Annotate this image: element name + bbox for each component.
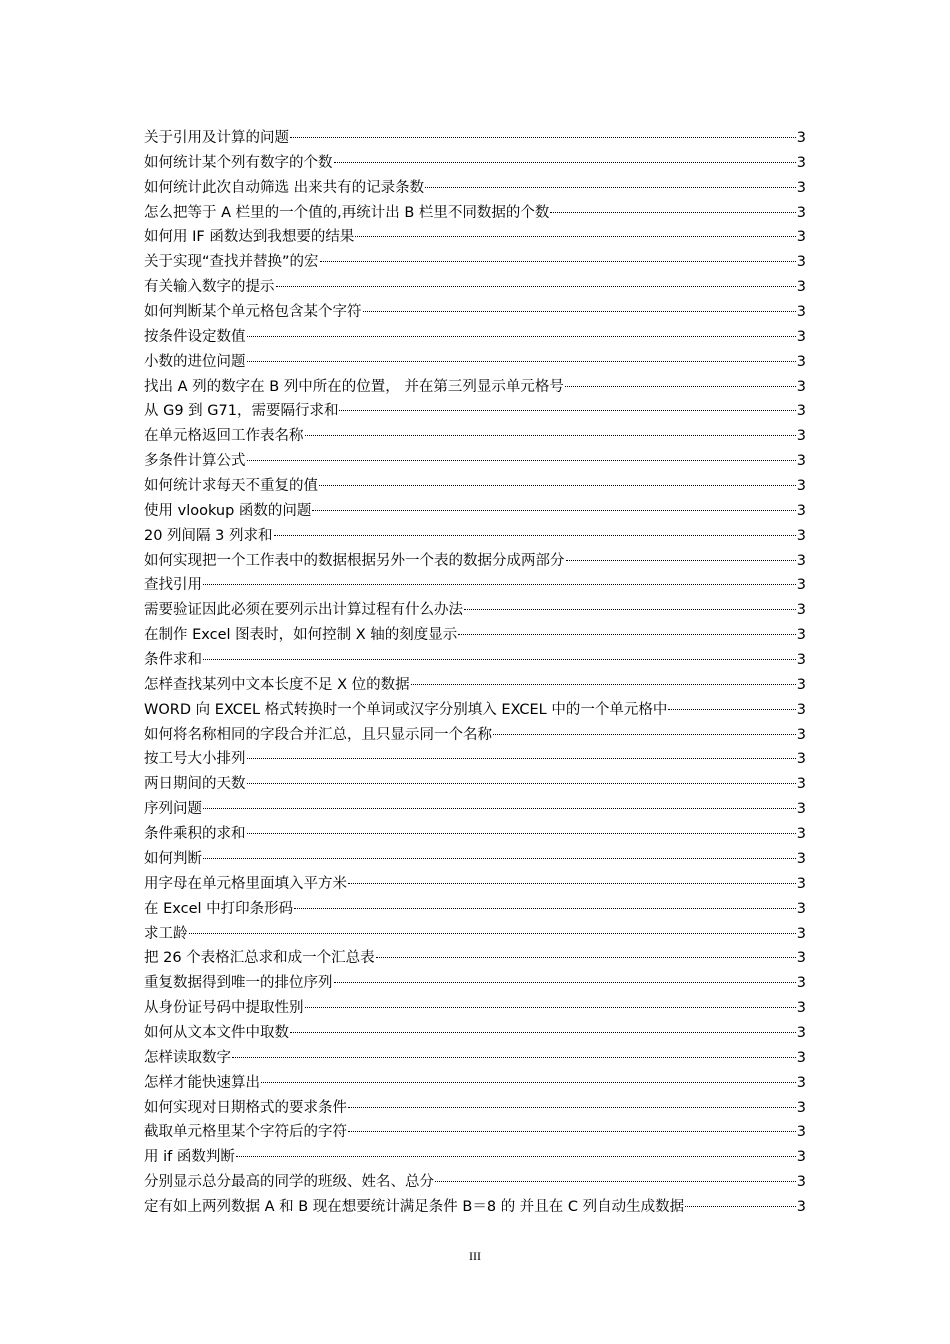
toc-entry[interactable]: [144, 623, 806, 648]
toc-entry-title: 如何实现对日期格式的要求条件: [144, 1099, 347, 1116]
dot-leader: [320, 261, 796, 262]
dot-leader: [203, 858, 796, 859]
toc-entry[interactable]: [144, 350, 806, 375]
toc-entry-page-number: 3: [796, 801, 806, 818]
toc-entry-page-number: 3: [796, 204, 806, 221]
dot-leader: [236, 1156, 796, 1157]
dot-leader: [668, 709, 795, 710]
dot-leader: [247, 361, 796, 362]
toc-entry-title: 关于实现“查找并替换”的宏: [144, 254, 319, 271]
toc-entry-page-number: 3: [796, 527, 806, 544]
toc-entry-page-number: 3: [796, 875, 806, 892]
toc-entry-title: 条件乘积的求和: [144, 826, 246, 843]
toc-entry[interactable]: [144, 847, 806, 872]
toc-entry-title: 从 G9 到 G71，需要隔行求和: [144, 403, 339, 420]
toc-entry[interactable]: [144, 424, 806, 449]
toc-entry-title: 用字母在单元格里面填入平方米: [144, 875, 347, 892]
toc-entry[interactable]: [144, 1071, 806, 1096]
toc-entry-title: 截取单元格里某个字符后的字符: [144, 1124, 347, 1141]
toc-entry-page-number: 3: [796, 1024, 806, 1041]
toc-entry-title: 怎样才能快速算出: [144, 1074, 260, 1091]
toc-entry[interactable]: [144, 375, 806, 400]
dot-leader: [247, 460, 796, 461]
toc-entry-title: 20 列间隔 3 列求和: [144, 527, 273, 544]
toc-entry[interactable]: [144, 897, 806, 922]
toc-entry-page-number: 3: [796, 776, 806, 793]
dot-leader: [189, 933, 796, 934]
toc-entry-page-number: 3: [796, 378, 806, 395]
toc-entry-title: 用 if 函数判断: [144, 1149, 235, 1166]
toc-entry-title: 按工号大小排列: [144, 751, 246, 768]
toc-entry-title: 怎么把等于 A 栏里的一个值的,再统计出 B 栏里不同数据的个数: [144, 204, 550, 221]
toc-entry-title: 在单元格返回工作表名称: [144, 428, 304, 445]
toc-entry-page-number: 3: [796, 1124, 806, 1141]
toc-entry[interactable]: [144, 300, 806, 325]
toc-entry-title: 求工龄: [144, 925, 188, 942]
dot-leader: [334, 162, 796, 163]
toc-entry-page-number: 3: [796, 1198, 806, 1215]
toc-entry[interactable]: [144, 275, 806, 300]
toc-entry-page-number: 3: [796, 925, 806, 942]
toc-entry-title: 找出 A 列的数字在 B 列中所在的位置， 并在第三列显示单元格号: [144, 378, 564, 395]
toc-entry-page-number: 3: [796, 428, 806, 445]
toc-entry-title: 条件求和: [144, 652, 202, 669]
toc-entry-title: 如何判断: [144, 850, 202, 867]
toc-entry[interactable]: [144, 499, 806, 524]
toc-entry[interactable]: [144, 1096, 806, 1121]
toc-entry-page-number: 3: [796, 154, 806, 171]
dot-leader: [376, 957, 796, 958]
toc-entry-title: 使用 vlookup 函数的问题: [144, 502, 312, 519]
toc-entry[interactable]: [144, 524, 806, 549]
toc-entry-page-number: 3: [796, 552, 806, 569]
toc-entry[interactable]: [144, 474, 806, 499]
toc-entry-page-number: 3: [796, 1099, 806, 1116]
toc-entry-title: WORD 向 EXCEL 格式转换时一个单词或汉字分别填入 EXCEL 中的一个单元格中: [144, 701, 668, 718]
toc-entry-page-number: 3: [796, 254, 806, 271]
toc-entry-title: 小数的进位问题: [144, 353, 246, 370]
toc-entry[interactable]: [144, 996, 806, 1021]
toc-entry-page-number: 3: [796, 975, 806, 992]
toc-entry[interactable]: [144, 1021, 806, 1046]
dot-leader: [294, 908, 796, 909]
dot-leader: [348, 1107, 796, 1108]
toc-entry[interactable]: [144, 549, 806, 574]
toc-entry-title: 序列问题: [144, 801, 202, 818]
toc-entry-page-number: 3: [796, 304, 806, 321]
dot-leader: [334, 982, 796, 983]
toc-entry-title: 按条件设定数值: [144, 328, 246, 345]
toc-entry-page-number: 3: [796, 726, 806, 743]
toc-entry-title: 怎样读取数字: [144, 1049, 231, 1066]
dot-leader: [348, 1131, 796, 1132]
toc-entry[interactable]: [144, 573, 806, 598]
dot-leader: [203, 808, 796, 809]
toc-entry-title: 如何统计求每天不重复的值: [144, 478, 318, 495]
toc-entry-page-number: 3: [796, 1149, 806, 1166]
toc-entry-page-number: 3: [796, 850, 806, 867]
toc-entry[interactable]: [144, 1120, 806, 1145]
table-of-contents: [144, 126, 806, 1220]
toc-entry-page-number: 3: [796, 328, 806, 345]
toc-entry[interactable]: [144, 822, 806, 847]
dot-leader: [305, 435, 796, 436]
toc-entry-page-number: 3: [796, 751, 806, 768]
toc-entry-page-number: 3: [796, 826, 806, 843]
toc-entry[interactable]: [144, 176, 806, 201]
toc-entry-page-number: 3: [796, 1074, 806, 1091]
dot-leader: [339, 410, 795, 411]
toc-entry[interactable]: [144, 449, 806, 474]
dot-leader: [232, 1057, 796, 1058]
dot-leader: [348, 883, 796, 884]
dot-leader: [411, 684, 796, 685]
toc-entry-page-number: 3: [796, 478, 806, 495]
toc-entry-title: 定有如上两列数据 A 和 B 现在想要统计满足条件 B＝8 的 并且在 C 列自动生成数据: [144, 1198, 685, 1215]
toc-entry-title: 两日期间的天数: [144, 776, 246, 793]
toc-entry[interactable]: [144, 747, 806, 772]
toc-entry-title: 关于引用及计算的问题: [144, 130, 289, 146]
toc-entry[interactable]: [144, 225, 806, 250]
toc-entry[interactable]: [144, 1170, 806, 1195]
dot-leader: [425, 187, 796, 188]
dot-leader: [247, 783, 796, 784]
dot-leader: [247, 758, 796, 759]
dot-leader: [464, 609, 796, 610]
toc-entry-page-number: 3: [796, 1000, 806, 1017]
toc-entry-title: 如何实现把一个工作表中的数据根据另外一个表的数据分成两部分: [144, 552, 565, 569]
toc-entry-page-number: 3: [796, 1049, 806, 1066]
toc-entry-title: 重复数据得到唯一的排位序列: [144, 975, 333, 992]
toc-entry-page-number: 3: [796, 403, 806, 420]
dot-leader: [319, 485, 796, 486]
toc-entry-page-number: 3: [796, 229, 806, 246]
dot-leader: [203, 584, 796, 585]
toc-entry-title: 如何统计此次自动筛选 出来共有的记录条数: [144, 179, 425, 196]
toc-entry[interactable]: [144, 698, 806, 723]
toc-entry[interactable]: [144, 922, 806, 947]
toc-entry-page-number: 3: [796, 701, 806, 718]
dot-leader: [247, 833, 796, 834]
dot-leader: [458, 634, 795, 635]
toc-entry-page-number: 3: [796, 279, 806, 296]
toc-entry[interactable]: [144, 250, 806, 275]
toc-entry-title: 如何用 IF 函数达到我想要的结果: [144, 229, 355, 246]
page-number: III: [469, 1249, 481, 1263]
toc-entry-page-number: 3: [796, 602, 806, 619]
toc-entry-title: 在 Excel 中打印条形码: [144, 900, 294, 917]
toc-entry-title: 多条件计算公式: [144, 453, 246, 470]
toc-entry-page-number: 3: [796, 179, 806, 196]
toc-entry-title: 如何判断某个单元格包含某个字符: [144, 304, 362, 321]
toc-entry-title: 把 26 个表格汇总求和成一个汇总表: [144, 950, 375, 967]
toc-entry-page-number: 3: [796, 130, 806, 146]
dot-leader: [305, 1007, 796, 1008]
toc-entry-page-number: 3: [796, 900, 806, 917]
toc-entry[interactable]: [144, 971, 806, 996]
toc-entry[interactable]: [144, 1046, 806, 1071]
toc-entry-page-number: 3: [796, 950, 806, 967]
dot-leader: [550, 212, 795, 213]
toc-entry-page-number: 3: [796, 1174, 806, 1191]
dot-leader: [312, 510, 795, 511]
toc-entry-title: 有关输入数字的提示: [144, 279, 275, 296]
dot-leader: [355, 236, 795, 237]
toc-entry-title: 需要验证因此必须在要列示出计算过程有什么办法: [144, 602, 463, 619]
dot-leader: [274, 535, 796, 536]
dot-leader: [203, 659, 796, 660]
toc-entry-page-number: 3: [796, 676, 806, 693]
dot-leader: [363, 311, 796, 312]
dot-leader: [261, 1082, 796, 1083]
toc-entry[interactable]: [144, 1145, 806, 1170]
toc-entry[interactable]: [144, 201, 806, 226]
toc-entry-title: 在制作 Excel 图表时，如何控制 X 轴的刻度显示: [144, 627, 458, 644]
dot-leader: [276, 286, 796, 287]
dot-leader: [685, 1206, 796, 1207]
toc-entry[interactable]: [144, 797, 806, 822]
toc-entry-title: 从身份证号码中提取性别: [144, 1000, 304, 1017]
toc-entry[interactable]: [144, 648, 806, 673]
toc-entry-page-number: 3: [796, 577, 806, 594]
toc-entry-title: 分别显示总分最高的同学的班级、姓名、总分: [144, 1174, 434, 1191]
toc-entry[interactable]: [144, 126, 806, 151]
toc-entry[interactable]: [144, 872, 806, 897]
toc-entry[interactable]: [144, 946, 806, 971]
toc-entry[interactable]: [144, 598, 806, 623]
toc-entry[interactable]: [144, 325, 806, 350]
toc-entry-title: 如何从文本文件中取数: [144, 1024, 289, 1041]
toc-entry[interactable]: [144, 723, 806, 748]
toc-entry-page-number: 3: [796, 627, 806, 644]
toc-entry[interactable]: [144, 1195, 806, 1220]
toc-entry-title: 查找引用: [144, 577, 202, 594]
toc-entry[interactable]: [144, 151, 806, 176]
toc-entry-page-number: 3: [796, 353, 806, 370]
dot-leader: [565, 386, 796, 387]
dot-leader: [493, 734, 796, 735]
toc-entry-title: 如何将名称相同的字段合并汇总，且只显示同一个名称: [144, 726, 492, 743]
toc-entry[interactable]: [144, 399, 806, 424]
dot-leader: [566, 560, 796, 561]
toc-entry[interactable]: [144, 772, 806, 797]
dot-leader: [290, 137, 796, 138]
toc-entry[interactable]: [144, 673, 806, 698]
toc-entry-page-number: 3: [796, 453, 806, 470]
dot-leader: [247, 336, 796, 337]
toc-entry-title: 如何统计某个列有数字的个数: [144, 154, 333, 171]
dot-leader: [435, 1181, 796, 1182]
toc-entry-title: 怎样查找某列中文本长度不足 X 位的数据: [144, 676, 410, 693]
dot-leader: [290, 1032, 796, 1033]
toc-entry-page-number: 3: [796, 502, 806, 519]
toc-entry-page-number: 3: [796, 652, 806, 669]
